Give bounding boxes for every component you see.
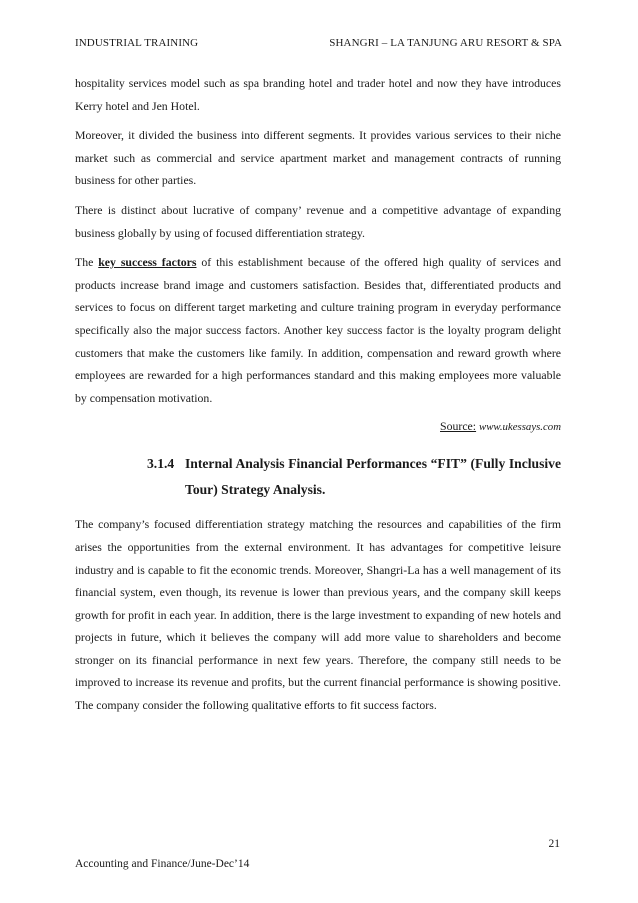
- paragraph-5: The company’s focused differentiation strategy matching the resources and capabilities of the firm arises the opportunities from the external environment. It has advantages for competitive leisure industry and is capable to fit the economic trends. Moreover, Shangri-La has a well management of its financial system, even though, its revenue is lower than previous years, and the company skill keeps growth for profit in each year. In addition, there is the large investment to expanding of new hotels and projects in future, which it believes the company will add more value to shareholders and become stronger on its financial performance in next few years. Therefore, the company still needs to be improved to increase its revenue and profits, but the current financial performance is showing positive. The company consider the following qualitative efforts to fit success factors.: [75, 517, 561, 713]
- paragraph-1: hospitality services model such as spa branding hotel and trader hotel and now they have introduces Kerry hotel and Jen Hotel.: [75, 76, 561, 113]
- page-body: [75, 72, 561, 724]
- section-title: Internal Analysis Financial Performances “FIT” (Fully Inclusive Tour) Strategy Analysis.: [185, 456, 561, 498]
- paragraph-4: [75, 251, 561, 409]
- header-left: INDUSTRIAL TRAINING: [75, 37, 199, 49]
- page-number: 21: [548, 838, 560, 850]
- source-url: www.ukessays.com: [479, 421, 561, 434]
- header-right: SHANGRI – LA TANJUNG ARU RESORT & SPA: [329, 37, 562, 49]
- section-heading: [147, 451, 561, 503]
- section-number: 3.1.4: [147, 456, 175, 472]
- paragraph-3: There is distinct about lucrative of company’ revenue and a competitive advantage of expanding business globally by using of focused differentiation strategy.: [75, 202, 561, 240]
- paragraph-2: Moreover, it divided the business into different segments. It provides various services to their niche market such as commercial and service apartment market and management contracts of running business for other parties.: [75, 128, 561, 188]
- paragraph-4-start: The: [75, 255, 99, 270]
- key-success-factors-term: key success factors: [98, 255, 197, 270]
- footer-text: Accounting and Finance/June-Dec’14: [75, 858, 250, 870]
- source-citation: [75, 416, 561, 437]
- paragraph-4-rest: of this establishment because of the offered high quality of services and products increase brand image and customers satisfaction. Besides that, differentiated products and services to focus on different target marketing and culture training program in everyday performance specifically also the major success factors. Another key success factor is the loyalty program delight customers that make the customers like family. In addition, compensation and reward growth where employees are rewarded for a high performances standard and this making employees more valuable by compensation motivation.: [75, 255, 561, 405]
- source-label: Source:: [440, 419, 477, 434]
